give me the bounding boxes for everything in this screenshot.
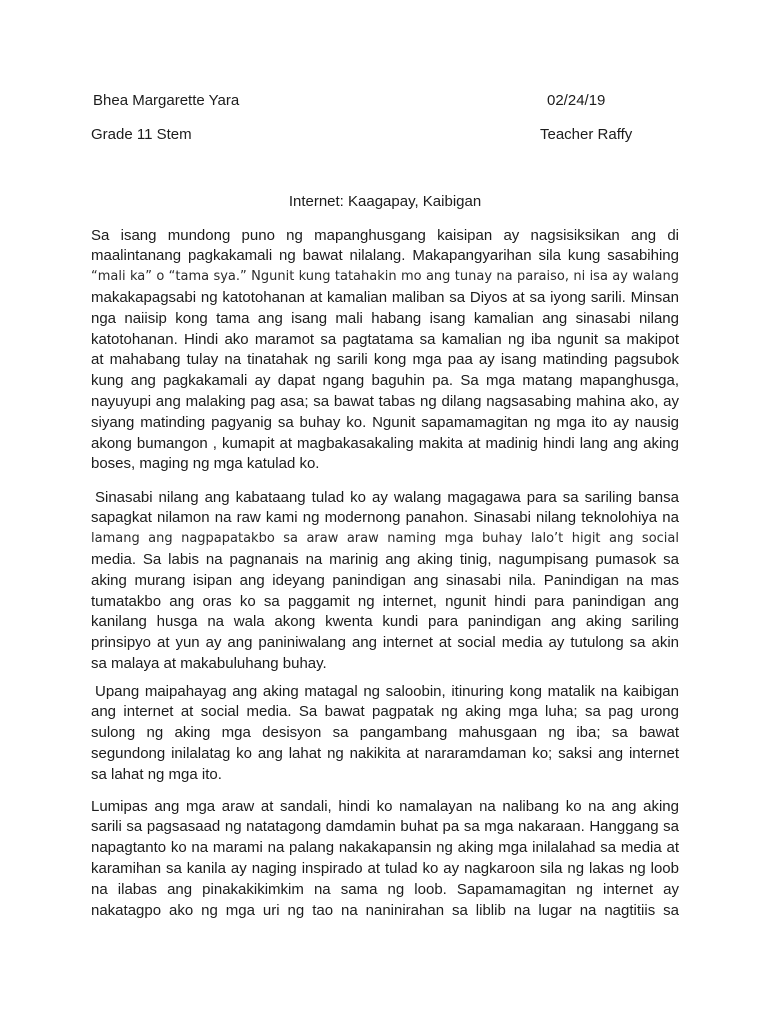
text-line: nakatagpo ako ng mga uri ng tao na naninirahan sa liblib na lugar na nagtitiis sa (91, 901, 679, 919)
text-line: sulong ng aking mga desisyon sa pangambang mahusgaan ng iba; sa bawat (91, 724, 679, 742)
text-line: Sa isang mundong puno ng mapanghusgang kaisipan ay nagsisiksikan ang di (91, 226, 679, 244)
text-line: sarili sa pagsasaad ng natatagong damdamin buhat pa sa mga nakaraan. Hanggang sa (91, 818, 679, 836)
text-line: siyang matinding pagyanig sa buhay ko. Ngunit sapamamagitan ng mga ito ay nausig (91, 413, 679, 431)
text-line: prinsipyo at yun ay ang paniniwalang ang internet at social media ay tutulong sa akin (91, 634, 679, 652)
text-line: ang internet at social media. Sa bawat pagpatak ng aking mga luha; sa pag urong (91, 703, 679, 721)
paragraph-4 (91, 797, 679, 922)
text-line: at mahabang tulay na tinatahak ng sarili kong mga paa ay isang matinding pagsubok (91, 351, 679, 369)
grade-section: Grade 11 Stem (91, 126, 192, 143)
text-line: media. Sa labis na pagnanais na marinig ang aking tinig, nagumpisang pumasok sa (91, 550, 679, 568)
text-line: nayuyupi ang malaking pag asa; sa bawat tabas ng dilang nagsasabing mahina ako, ay (91, 392, 679, 410)
text-line: tumatakbo ang oras ko sa paggamit ng internet, ngunit hindi para panindigan ang (91, 592, 679, 610)
text-line: sapagkat nilamon na raw kami ng modernong panahon. Sinasabi nilang teknolohiya na (91, 509, 679, 527)
text-line: na ilabas ang pinakakikimkim na sama ng loob. Sapamamagitan ng internet ay (91, 880, 679, 898)
text-line: aking murang isipan ang ideyang panindigan ang sinasabi nila. Panindigan na mas (91, 571, 679, 589)
text-line: sa lahat ng mga ito. (91, 765, 222, 783)
paragraph-3 (91, 682, 679, 786)
text-line: makakapagsabi ng katotohanan at kamalian maliban sa Diyos at sa iyong sarili. Minsan (91, 288, 679, 306)
essay-date: 02/24/19 (547, 92, 606, 109)
text-line: nga naiisip kong tama ang isang mali habang isang kamalian ang sinasabi nilang (91, 309, 679, 327)
text-line: karamihan sa kanila ay naging inspirado at tulad ko ay nagkaroon sila ng lakas ng loob (91, 859, 679, 877)
text-line: maalintanang pagkakamali ng bawat nilalang. Makapangyarihan sila kung sasabihing (91, 247, 679, 265)
text-line: kung ang pagkakamali ay dapat ngang baguhin pa. Sa mga matang mapanghusga, (91, 372, 679, 390)
teacher-name: Teacher Raffy (540, 126, 633, 143)
text-line: Sinasabi nilang ang kabataang tulad ko ay walang magagawa para sa sariling bansa (95, 488, 679, 506)
text-line: lamang ang nagpapatakbo sa araw araw naming mga buhay lalo’t higit ang social (91, 531, 679, 547)
essay-title: Internet: Kaagapay, Kaibigan (288, 193, 482, 210)
text-line: akong bumangon , kumapit at magbakasakaling makita at madinig hindi lang ang aking (91, 434, 679, 452)
paragraph-2 (91, 488, 679, 675)
text-line: “mali ka” o “tama sya.” Ngunit kung tatahakin mo ang tunay na paraiso, ni isa ay walang (91, 269, 679, 285)
text-line: napagtanto ko na marami na palang nakakapansin ng aking mga inilalahad sa media at (91, 839, 679, 857)
text-line: sa malaya at makabuluhang buhay. (91, 654, 327, 672)
text-line: segundong inilalatag ko ang lahat ng nakikita at nararamdaman ko; saksi ang internet (91, 744, 679, 762)
text-line: Lumipas ang mga araw at sandali, hindi ko namalayan na nalibang ko na ang aking (91, 797, 679, 815)
paragraph-1 (91, 226, 679, 476)
text-line: boses, maging ng mga katulad ko. (91, 455, 320, 473)
text-line: katotohanan. Hindi ako maramot sa pagtatama sa kamalian ng iba ngunit sa makipot (91, 330, 679, 348)
author-name: Bhea Margarette Yara (93, 92, 240, 109)
text-line: kanilang husga na wala akong kwenta kundi para panindigan ang aking sariling (91, 613, 679, 631)
text-line: Upang maipahayag ang aking matagal ng saloobin, itinuring kong matalik na kaibigan (95, 682, 679, 700)
